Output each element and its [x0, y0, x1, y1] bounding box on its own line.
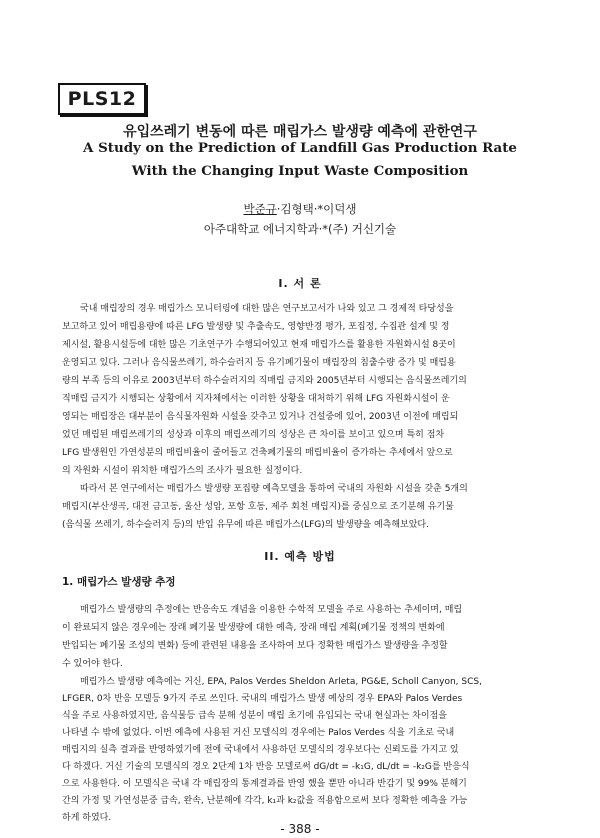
body-line: 보고하고 있어 매립용량에 따른 LFG 발생량 및 추출속도, 영향반경 평가, 포집정, 수집관 설계 및 정: [62, 322, 450, 332]
body-line: 나타낼 수 밖에 없었다. 이번 예측에 사용된 거신 모델식의 경우에는 Palos Verdes 식을 기초로 국내: [62, 728, 455, 738]
author-list: [0, 201, 600, 217]
body-line: (음식물 쓰레기, 하수슬러지 등)의 반입 유무에 따른 매립가스(LFG)의 발생량을 예측해보았다.: [62, 520, 429, 530]
paper-code-badge: PLS12: [58, 83, 146, 115]
title-korean: 유입쓰레기 변동에 따른 매립가스 발생량 예측에 관한연구: [123, 124, 477, 140]
body-line: 수 있어야 한다.: [62, 659, 123, 669]
body-line: 매립지의 실측 결과를 반영하였기에 전에 국내에서 사용하던 모델식의 경우보다는 신뢰도를 가지고 있: [62, 745, 459, 755]
section-1-heading: I. 서 론: [278, 277, 322, 290]
body-line: 간의 가정 및 가연성분중 급속, 완속, 난분해에 각각, k₁과 k₂값을 적용함으로써 보다 정확한 예측을 가능: [62, 796, 468, 806]
body-line: 따라서 본 연구에서는 매립가스 발생량 포집량 예측모델을 통하여 국내의 자원화 시설을 갖춘 5개의: [80, 484, 468, 494]
title-english-line-1: A Study on the Prediction of Landfill Gas Production Rate: [83, 140, 517, 156]
body-line: 량의 부족 등의 이유로 2003년부터 하수슬러지의 직매립 금지와 2005년부터 시행되는 음식물쓰레기의: [62, 376, 467, 386]
page-number: - 388 -: [280, 822, 320, 836]
body-line: 제시설, 활용시설등에 대한 많은 기초연구가 수행되어있고 현재 매립가스를 활용한 자원화시설 8곳이: [62, 340, 456, 350]
affiliation: 아주대학교 에너지학과·*(주) 거신기술: [203, 222, 397, 236]
body-line: 식을 주로 사용하였지만, 음식물등 급속 분해 성분이 매립 초기에 유입되는 국내 현실과는 차이점을: [62, 711, 447, 721]
body-line: 매립가스 발생량의 추정에는 반응속도 개념을 이용한 수학적 모델을 주로 사용하는 추세이며, 매립: [80, 605, 463, 615]
body-line: 매립지(부산생곡, 대전 금고동, 울산 성암, 포항 호동, 제주 회천 매립지)를 중심으로 조기분해 유기물: [62, 502, 454, 512]
subsection-1-heading: 1. 매립가스 발생량 추정: [62, 576, 176, 588]
body-line: LFGER, 0차 반응 모델등 9가지 주로 쓰인다. 국내의 매립가스 발생 예상의 경우 EPA와 Palos Verdes: [62, 694, 463, 704]
body-line: 운영되고 있다. 그러나 음식물쓰레기, 하수슬러지 등 유기폐기물이 매립장의 침출수량 증가 및 매립용: [62, 358, 456, 368]
co-authors: ·김형택·*이덕생: [276, 202, 357, 216]
title-english-line-2: With the Changing Input Waste Composition: [131, 163, 469, 179]
body-line: LFG 발생원인 가연성분의 매립비율이 줄어들고 건축폐기물의 매립비율이 증가하는 추세에서 앞으로: [62, 448, 453, 458]
body-line: 이 완료되지 않은 경우에는 장래 폐기물 발생량에 대한 예측, 장래 매립 계획(폐기물 정책의 변화에: [62, 623, 445, 633]
body-line: 직매립 금지가 시행되는 상황에서 지자체에서는 이러한 상황을 대처하기 위해 LFG 자원화시설이 운: [62, 394, 450, 404]
body-line: 의 자원화 시설이 위치한 매립가스의 조사가 필요한 실정이다.: [62, 466, 303, 476]
section-2-heading: II. 예측 방법: [264, 550, 336, 563]
body-line: 다 하겠다. 거신 기술의 모델식의 경오 2단계 1차 반응 모델로써 dG/dt = -k₁G, dL/dt = -k₂G를 반응식: [62, 762, 470, 772]
body-line: 었던 매립된 매립쓰레기의 성상과 이후의 매립쓰레기의 성상은 큰 차이를 보이고 있으며 특히 점차: [62, 430, 445, 440]
body-line: 하게 하였다.: [62, 813, 112, 823]
body-line: 반입되는 폐기물 조성의 변화) 등에 관련된 내용을 조사하여 보다 정확한 매립가스 발생량을 추정할: [62, 641, 448, 651]
body-line: 으로 사용한다. 이 모델식은 국내 각 매립장의 통계결과를 반영 했을 뿐만 아니라 반감기 및 99% 분해기: [62, 779, 467, 789]
body-line: 국내 매립장의 경우 매립가스 모니터링에 대한 많은 연구보고서가 나와 있고 그 경제적 타당성을: [80, 304, 454, 314]
body-line: 영되는 매립장은 대부분이 음식물자원화 시설을 갖추고 있거나 건설중에 있어, 2003년 이전에 매립되: [62, 412, 459, 422]
body-line: 매립가스 발생량 예측에는 거신, EPA, Palos Verdes Sheldon Arleta, PG&E, Scholl Canyon, SCS,: [80, 677, 482, 687]
first-author: 박준규: [243, 202, 277, 216]
